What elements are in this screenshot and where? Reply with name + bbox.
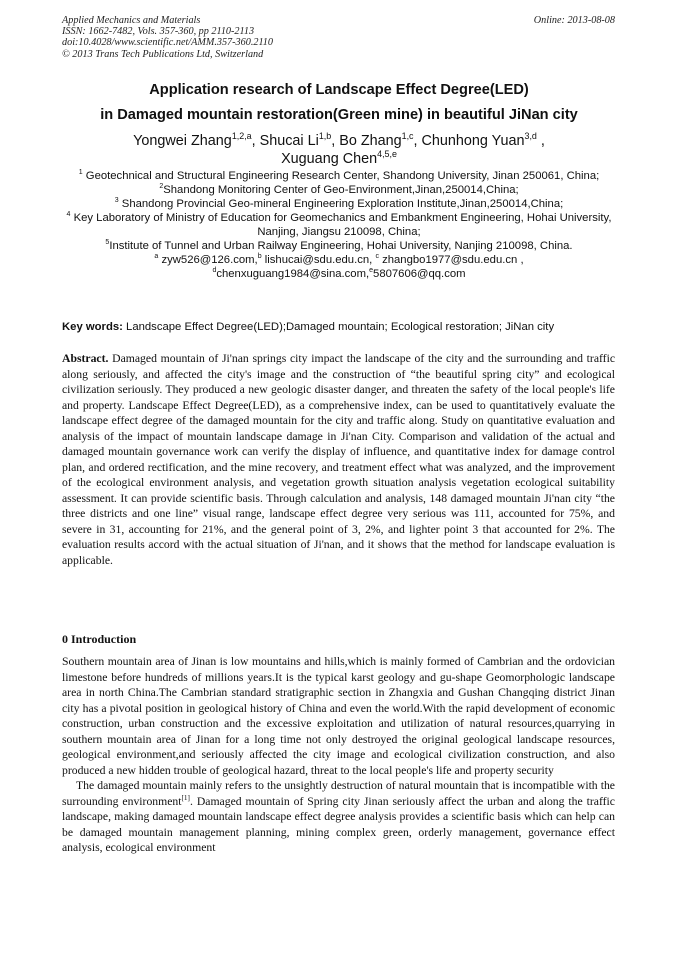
email-address[interactable]: 5807606@qq.com	[373, 268, 466, 280]
author-affiliation-mark: 3,d	[524, 131, 537, 142]
journal-header	[62, 15, 273, 60]
keywords	[62, 320, 622, 334]
affiliation-text: Shandong Monitoring Center of Geo-Environment,Jinan,250014,China;	[163, 184, 519, 196]
affiliation-text: Shandong Provincial Geo-mineral Engineering Exploration Institute,Jinan,250014,China;	[121, 198, 564, 210]
email-address[interactable]: zhangbo1977@sdu.edu.cn ,	[382, 254, 524, 266]
author-name: Bo Zhang	[339, 133, 402, 149]
author-affiliation-mark: 1,b	[318, 131, 332, 142]
affiliation-item	[62, 197, 616, 211]
affiliations	[62, 169, 616, 281]
affiliation-number: 5	[105, 239, 110, 247]
author-name: Yongwei Zhang	[133, 133, 232, 149]
paper-title-line-1: Application research of Landscape Effect Degree(LED)	[149, 82, 529, 98]
keywords-text: Landscape Effect Degree(LED);Damaged mountain; Ecological restoration; JiNan city	[126, 321, 555, 333]
affiliation-text: Geotechnical and Structural Engineering Research Center, Shandong University, Jinan 250061, China;	[85, 170, 600, 182]
paragraph-text: The damaged mountain mainly refers to the unsightly destruction of natural mountain that is incompatible with the surrounding environment	[62, 779, 615, 808]
email-list-continued	[62, 267, 616, 281]
affiliation-text: Institute of Tunnel and Urban Railway Engineering, Hohai University, Nanjing 210098, China.	[109, 240, 573, 252]
affiliation-item	[62, 239, 616, 253]
email-address[interactable]: zyw526@126.com,	[161, 254, 258, 266]
affiliation-number: 3	[114, 197, 119, 205]
paragraph-text: . Damaged mountain of Spring city Jinan seriously affect the urban and along the traffic landscape, making damaged mountain landscape effect degree analysis provides a scientific basis which can help can be damaged mountain management planning, mining complex green, orderly management, governance effect analysis, ecological environment	[62, 794, 615, 854]
paragraph	[62, 778, 615, 856]
keywords-label: Key words:	[62, 321, 123, 333]
author-name: Xuguang Chen	[281, 151, 378, 167]
author-name: Chunhong Yuan	[421, 133, 525, 149]
email-mark: c	[375, 253, 379, 261]
section-heading: 0 Introduction	[62, 632, 137, 646]
copyright: © 2013 Trans Tech Publications Ltd, Switzerland	[62, 48, 264, 60]
affiliation-item	[62, 183, 616, 197]
online-date: Online: 2013-08-08	[533, 15, 615, 26]
doi[interactable]: doi:10.4028/www.scientific.net/AMM.357-360.2110	[62, 37, 273, 49]
email-mark: e	[369, 267, 374, 275]
affiliation-number: 4	[66, 211, 71, 219]
email-mark: b	[257, 253, 262, 261]
author-affiliation-mark: 4,5,e	[377, 149, 397, 160]
abstract	[62, 351, 615, 568]
affiliation-text: Key Laboratory of Ministry of Education for Geomechanics and Embankment Engineering, Hohai University, Nanjing, Jiangsu 210098, China;	[73, 212, 612, 238]
affiliation-number: 2	[159, 183, 164, 191]
introduction-body	[62, 654, 615, 856]
paragraph: Southern mountain area of Jinan is low mountains and hills,which is mainly formed of Cambrian and the ordovician limestone before hundreds of millions years.It is the typical karst geology and gu-shape Geomorphologic landscape area in north China.The Cambrian standard stratigraphic section in Zhangxia and Gushan Changqing district Jinan city has a pivotal position in geological history of China and even the world.With the rapid development of economic construction, urban construction and the excessive exploitation and utilization of natural resources,quarrying in southern mountain area of Jinan for a long time not only destroyed the original geological landscape resources, geological environment,and seriously affected the city image and ecological civilization construction, and also produced a new hidden trouble of geological hazard, threat to the local people's life and property security	[62, 655, 615, 777]
author-separator: ,	[536, 133, 545, 149]
author-name: Shucai Li	[259, 133, 319, 149]
author-separator: ,	[251, 133, 260, 149]
author-separator: ,	[413, 133, 422, 149]
abstract-label: Abstract.	[62, 352, 109, 365]
author-separator: ,	[331, 133, 340, 149]
email-mark: d	[212, 267, 217, 275]
journal-name: Applied Mechanics and Materials	[62, 15, 201, 26]
author-affiliation-mark: 1,2,a	[231, 131, 252, 142]
email-mark: a	[154, 253, 159, 261]
paper-title-line-2: in Damaged mountain restoration(Green mine) in beautiful JiNan city	[100, 107, 578, 123]
affiliation-item	[62, 169, 616, 183]
issn: ISSN: 1662-7482, Vols. 357-360, pp 2110-2113	[62, 26, 255, 38]
affiliation-number: 1	[78, 169, 83, 177]
email-address[interactable]: chenxuguang1984@sina.com,	[216, 268, 370, 280]
citation-ref[interactable]: [1]	[181, 793, 190, 802]
author-affiliation-mark: 1,c	[401, 131, 414, 142]
email-address[interactable]: lishucai@sdu.edu.cn,	[264, 254, 373, 266]
abstract-text: Damaged mountain of Ji'nan springs city impact the landscape of the city and the surrounding and traffic along seriously, and affected the city's image and the construction of “the beautiful spring city” and ecological civilization seriously. They produced a new geologic disaster danger, and threaten the safety of the local people's life and property. Landscape Effect Degree(LED), as a comprehensive index, can be used to quantitatively evaluate the landscape effect degree of the damaged mountain for the city and traffic along. Study on quantitative evaluation and analysis of the impact of mountain landscape damage in Ji'nan City. Comparison and validation of the actual and damaged mountain governance work can verify the display of influence, and quantitative index for damage control plan, and ordered rectification, and the mine recovery, and treatment effect what was analyzed, and the improvement of the ecological environment analysis, and vegetation growth situation analysis vegetation ecological suitability assessment. It can provide scientific basis. Through calculation and analysis, 148 damaged mountain Ji'nan city “the three districts and one line” visual range, landscape effect degree very serious was 111, accounted for 75%, and severe in 31, accounting for 21%, and the general point of 3, 2%, and lighter point 3 that accounted for 2%. The evaluation results accord with the actual situation of Ji'nan, and it shows that the method for landscape evaluation is applicable.	[62, 352, 616, 567]
author-list	[60, 132, 618, 168]
affiliation-item	[62, 211, 616, 239]
email-list	[62, 253, 616, 267]
